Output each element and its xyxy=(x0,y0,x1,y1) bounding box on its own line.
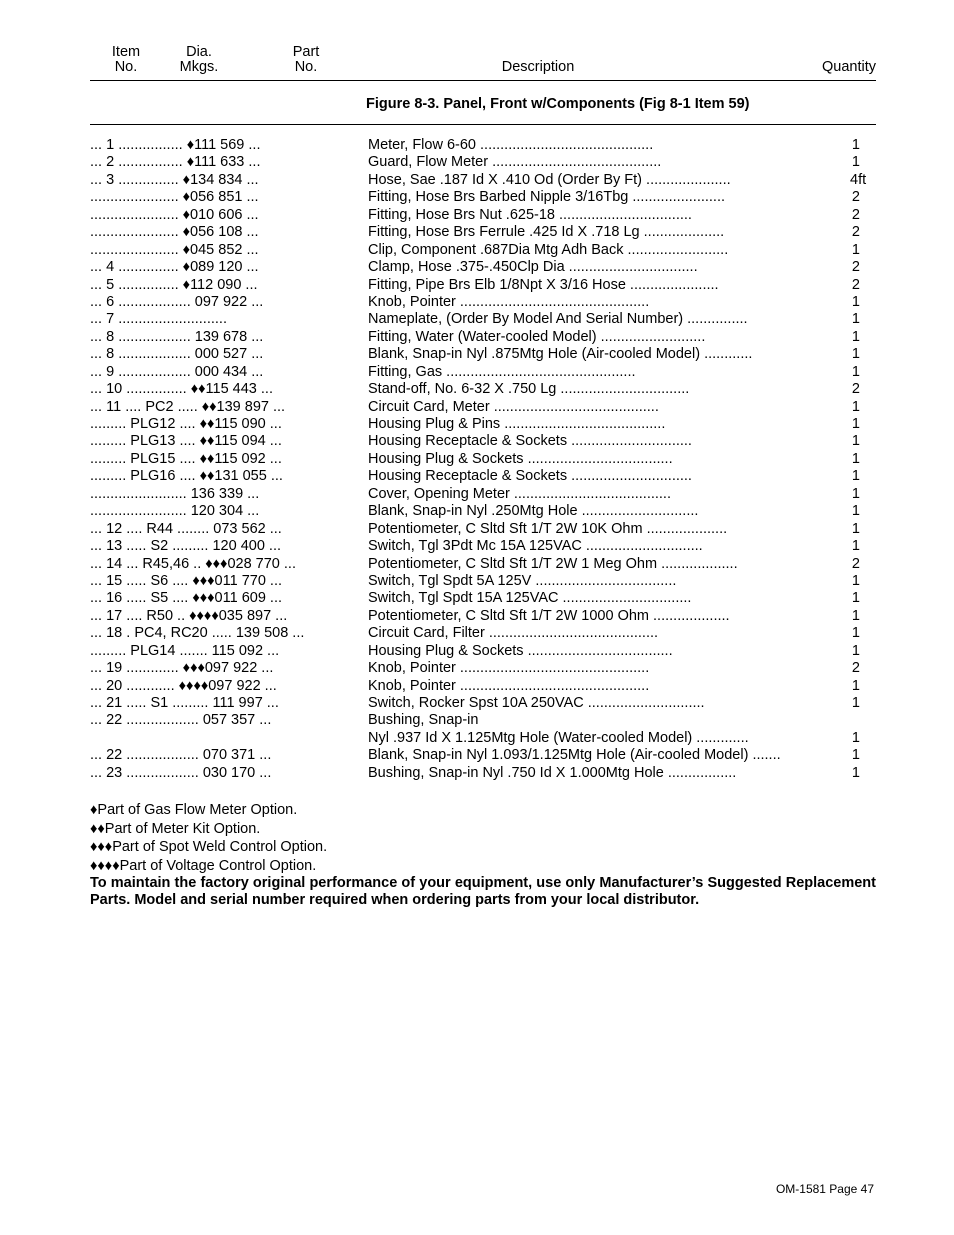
table-row xyxy=(90,556,876,573)
description-cell: Meter, Flow 6-60 ........................................... xyxy=(368,137,654,153)
dia-header-line1: Dia. xyxy=(186,44,212,60)
description-cell: Knob, Pointer ............................................... xyxy=(368,660,650,677)
header-rule xyxy=(90,80,876,81)
parts-table xyxy=(90,137,876,782)
item-dia-part-cell: ... 23 .................. 030 170 ... xyxy=(90,764,272,781)
description-cell: Nameplate, (Order By Model And Serial Number) ............... xyxy=(368,311,748,328)
item-dia-part-cell: ......... PLG12 .... ♦♦115 090 ... xyxy=(90,416,282,432)
description-cell: Switch, Tgl 3Pdt Mc 15A 125VAC ............................. xyxy=(368,538,703,555)
table-row xyxy=(90,364,876,381)
item-dia-part-cell: ... 14 ... R45,46 .. ♦♦♦028 770 ... xyxy=(90,555,296,572)
item-dia-part-cell: ...................... ♦010 606 ... xyxy=(90,206,259,223)
table-row xyxy=(90,137,876,154)
quantity-cell: 1 xyxy=(851,572,860,589)
description-cell: Hose, Sae .187 Id X .410 Od (Order By Ft) ..................... xyxy=(368,171,731,188)
description-cell: Switch, Tgl Spdt 15A 125VAC ................................ xyxy=(368,590,692,607)
quantity-cell: 2 xyxy=(851,555,860,572)
quantity-cell: 1 xyxy=(851,590,860,607)
quantity-cell: 2 xyxy=(851,206,860,223)
footnote-voltage-control: ♦♦♦♦Part of Voltage Control Option. xyxy=(90,857,317,874)
quantity-cell: 1 xyxy=(851,468,860,485)
description-cell: Fitting, Gas ............................................... xyxy=(368,363,636,380)
description-header: Description xyxy=(501,59,575,75)
description-cell: Clamp, Hose .375-.450Clp Dia ................................ xyxy=(368,259,698,276)
description-cell: Knob, Pointer ............................................... xyxy=(368,293,650,310)
table-row xyxy=(90,311,876,328)
description-cell: Potentiometer, C Sltd Sft 1/T 2W 1 Meg Ohm ................... xyxy=(368,555,738,572)
item-dia-part-cell: ... 6 .................. 097 922 ... xyxy=(90,293,264,310)
quantity-cell: 1 xyxy=(851,311,860,328)
table-row xyxy=(90,712,876,729)
quantity-cell: 1 xyxy=(851,137,860,153)
quantity-cell: 2 xyxy=(851,224,860,241)
quantity-cell: 1 xyxy=(851,346,860,363)
quantity-header: Quantity xyxy=(822,59,876,75)
quantity-cell: 2 xyxy=(851,259,860,276)
quantity-cell: 1 xyxy=(851,520,860,537)
table-row xyxy=(90,730,876,747)
quantity-cell: 1 xyxy=(851,416,860,432)
description-cell: Bushing, Snap-in xyxy=(368,712,479,729)
item-dia-part-cell: ... 9 .................. 000 434 ... xyxy=(90,363,264,380)
quantity-cell: 1 xyxy=(851,764,860,781)
item-header-line2: No. xyxy=(114,59,138,75)
table-row xyxy=(90,486,876,503)
description-cell: Blank, Snap-in Nyl 1.093/1.125Mtg Hole (Air-cooled Model) ....... xyxy=(368,747,781,764)
description-cell: Circuit Card, Filter .......................................... xyxy=(368,625,659,642)
description-cell: Fitting, Water (Water-cooled Model) .......................... xyxy=(368,328,706,345)
table-row xyxy=(90,765,876,782)
figure-title: Figure 8-3. Panel, Front w/Components (Fig 8-1 Item 59) xyxy=(366,96,750,112)
description-cell: Housing Plug & Pins ........................................ xyxy=(368,416,666,432)
description-cell: Blank, Snap-in Nyl .875Mtg Hole (Air-cooled Model) ............ xyxy=(368,346,753,363)
quantity-cell: 1 xyxy=(851,241,860,258)
description-cell: Fitting, Hose Brs Barbed Nipple 3/16Tbg ....................... xyxy=(368,189,726,206)
item-dia-part-cell: ...................... ♦045 852 ... xyxy=(90,241,259,258)
table-row xyxy=(90,259,876,276)
footnotes xyxy=(90,801,876,909)
description-cell: Switch, Rocker Spst 10A 250VAC ............................. xyxy=(368,695,705,711)
quantity-cell: 1 xyxy=(851,642,860,659)
description-cell: Cover, Opening Meter ....................................... xyxy=(368,485,671,502)
table-row xyxy=(90,503,876,520)
table-row xyxy=(90,678,876,695)
item-dia-part-cell: ... 8 .................. 000 527 ... xyxy=(90,346,264,363)
table-row xyxy=(90,346,876,363)
table-row xyxy=(90,625,876,642)
item-dia-part-cell: ...................... ♦056 108 ... xyxy=(90,224,259,241)
quantity-cell: 1 xyxy=(851,328,860,345)
description-cell: Guard, Flow Meter .......................................... xyxy=(368,154,662,171)
description-cell: Fitting, Hose Brs Ferrule .425 Id X .718 Lg .................... xyxy=(368,224,725,241)
item-dia-part-cell: ... 2 ................ ♦111 633 ... xyxy=(90,154,261,171)
footnote-meter-kit: ♦♦Part of Meter Kit Option. xyxy=(90,820,261,837)
table-row xyxy=(90,643,876,660)
description-cell: Bushing, Snap-in Nyl .750 Id X 1.000Mtg Hole ................. xyxy=(368,764,737,781)
item-dia-part-cell: ........................ 120 304 ... xyxy=(90,503,260,520)
table-row xyxy=(90,172,876,189)
table-row xyxy=(90,154,876,171)
description-cell: Housing Plug & Sockets .................................... xyxy=(368,642,673,659)
item-dia-part-cell: ... 8 .................. 139 678 ... xyxy=(90,328,264,345)
dia-header-line2: Mkgs. xyxy=(179,59,219,75)
item-dia-part-cell: ... 4 ............... ♦089 120 ... xyxy=(90,259,259,276)
item-dia-part-cell: ... 18 . PC4, RC20 ..... 139 508 ... xyxy=(90,625,305,642)
item-dia-part-cell: ... 22 .................. 070 371 ... xyxy=(90,747,272,764)
quantity-cell: 1 xyxy=(851,154,860,171)
title-rule xyxy=(90,124,876,125)
quantity-cell: 1 xyxy=(851,538,860,555)
quantity-cell: 1 xyxy=(851,677,860,694)
description-cell: Fitting, Pipe Brs Elb 1/8Npt X 3/16 Hose ...................... xyxy=(368,276,719,293)
quantity-cell: 2 xyxy=(851,660,860,677)
table-row xyxy=(90,381,876,398)
quantity-cell: 1 xyxy=(851,695,860,711)
table-row xyxy=(90,207,876,224)
item-dia-part-cell: ......... PLG15 .... ♦♦115 092 ... xyxy=(90,450,282,467)
description-cell: Housing Receptacle & Sockets .............................. xyxy=(368,468,692,485)
quantity-cell: 1 xyxy=(851,729,860,746)
quantity-cell: 2 xyxy=(851,381,860,398)
item-header-line1: Item xyxy=(111,44,141,60)
item-dia-part-cell: ... 15 ..... S6 .... ♦♦♦011 770 ... xyxy=(90,572,282,589)
quantity-cell: 1 xyxy=(851,293,860,310)
table-row xyxy=(90,224,876,241)
quantity-cell: 1 xyxy=(851,747,860,764)
description-cell: Knob, Pointer ............................................... xyxy=(368,677,650,694)
footnote-spot-weld: ♦♦♦Part of Spot Weld Control Option. xyxy=(90,839,328,856)
table-row xyxy=(90,573,876,590)
item-dia-part-cell: ......... PLG16 .... ♦♦131 055 ... xyxy=(90,468,283,485)
part-no-header xyxy=(280,45,332,75)
description-cell: Potentiometer, C Sltd Sft 1/T 2W 10K Ohm .................... xyxy=(368,520,728,537)
item-dia-part-cell: ... 20 ............ ♦♦♦♦097 922 ... xyxy=(90,677,277,694)
table-row xyxy=(90,399,876,416)
quantity-cell: 1 xyxy=(851,607,860,624)
description-cell: Housing Plug & Sockets .................................... xyxy=(368,450,673,467)
description-cell: Housing Receptacle & Sockets .............................. xyxy=(368,433,692,450)
table-row xyxy=(90,416,876,433)
footnote-gas-flow-meter: ♦Part of Gas Flow Meter Option. xyxy=(90,802,298,818)
quantity-cell: 1 xyxy=(851,485,860,502)
description-cell: Nyl .937 Id X 1.125Mtg Hole (Water-cooled Model) ............. xyxy=(368,729,749,746)
item-dia-part-cell: ... 11 .... PC2 ..... ♦♦139 897 ... xyxy=(90,398,286,415)
part-header-line1: Part xyxy=(292,44,320,60)
description-cell: Switch, Tgl Spdt 5A 125V ................................... xyxy=(368,572,677,589)
quantity-cell: 1 xyxy=(851,363,860,380)
description-cell: Fitting, Hose Brs Nut .625-18 ................................. xyxy=(368,206,692,223)
table-row xyxy=(90,590,876,607)
table-row xyxy=(90,521,876,538)
table-row xyxy=(90,277,876,294)
column-header xyxy=(90,45,876,81)
item-dia-part-cell: ... 13 ..... S2 ......... 120 400 ... xyxy=(90,538,282,555)
quantity-cell: 1 xyxy=(851,398,860,415)
item-dia-part-cell: ... 12 .... R44 ........ 073 562 ... xyxy=(90,520,282,537)
table-row xyxy=(90,242,876,259)
table-row xyxy=(90,433,876,450)
quantity-cell: 2 xyxy=(851,276,860,293)
dia-mkgs-header xyxy=(173,45,225,75)
quantity-cell: 2 xyxy=(851,189,860,206)
item-dia-part-cell: ... 3 ............... ♦134 834 ... xyxy=(90,171,259,188)
item-dia-part-cell: ... 19 ............. ♦♦♦097 922 ... xyxy=(90,660,274,677)
item-dia-part-cell: ... 1 ................ ♦111 569 ... xyxy=(90,137,261,153)
table-row xyxy=(90,608,876,625)
item-dia-part-cell: ... 5 ............... ♦112 090 ... xyxy=(90,276,258,293)
item-dia-part-cell: ... 7 ........................... xyxy=(90,311,227,328)
item-dia-part-cell: ......... PLG14 ....... 115 092 ... xyxy=(90,642,280,659)
table-row xyxy=(90,294,876,311)
table-row xyxy=(90,538,876,555)
item-dia-part-cell: ... 16 ..... S5 .... ♦♦♦011 609 ... xyxy=(90,590,282,607)
table-row xyxy=(90,747,876,764)
quantity-cell: 1 xyxy=(851,450,860,467)
item-dia-part-cell: ... 10 ............... ♦♦115 443 ... xyxy=(90,381,273,398)
item-dia-part-cell: ... 17 .... R50 .. ♦♦♦♦035 897 ... xyxy=(90,607,288,624)
description-cell: Potentiometer, C Sltd Sft 1/T 2W 1000 Ohm ................... xyxy=(368,607,730,624)
table-row xyxy=(90,189,876,206)
item-dia-part-cell: ... 21 ..... S1 ......... 111 997 ... xyxy=(90,695,279,711)
item-dia-part-cell: ......... PLG13 .... ♦♦115 094 ... xyxy=(90,433,282,450)
table-row xyxy=(90,695,876,712)
item-dia-part-cell: ... 22 .................. 057 357 ... xyxy=(90,712,272,729)
table-row xyxy=(90,451,876,468)
replacement-parts-note: To maintain the factory original performance of your equipment, use only Manufacturer’s Suggested Replacement Parts. Model and serial number required when ordering parts from your local distributor. xyxy=(90,875,876,909)
table-row xyxy=(90,329,876,346)
description-cell: Circuit Card, Meter ......................................... xyxy=(368,398,659,415)
description-cell: Stand-off, No. 6-32 X .750 Lg ................................ xyxy=(368,381,690,398)
item-no-header xyxy=(104,45,148,75)
part-header-line2: No. xyxy=(294,59,318,75)
quantity-cell: 4ft xyxy=(850,171,867,188)
item-dia-part-cell: ...................... ♦056 851 ... xyxy=(90,189,259,206)
table-row xyxy=(90,660,876,677)
quantity-cell: 1 xyxy=(851,625,860,642)
quantity-cell: 1 xyxy=(851,433,860,450)
table-row xyxy=(90,468,876,485)
page-number: OM-1581 Page 47 xyxy=(775,1182,874,1196)
description-cell: Clip, Component .687Dia Mtg Adh Back ......................... xyxy=(368,241,729,258)
quantity-cell: 1 xyxy=(851,503,860,520)
description-cell: Blank, Snap-in Nyl .250Mtg Hole ............................. xyxy=(368,503,699,520)
item-dia-part-cell: ........................ 136 339 ... xyxy=(90,485,260,502)
